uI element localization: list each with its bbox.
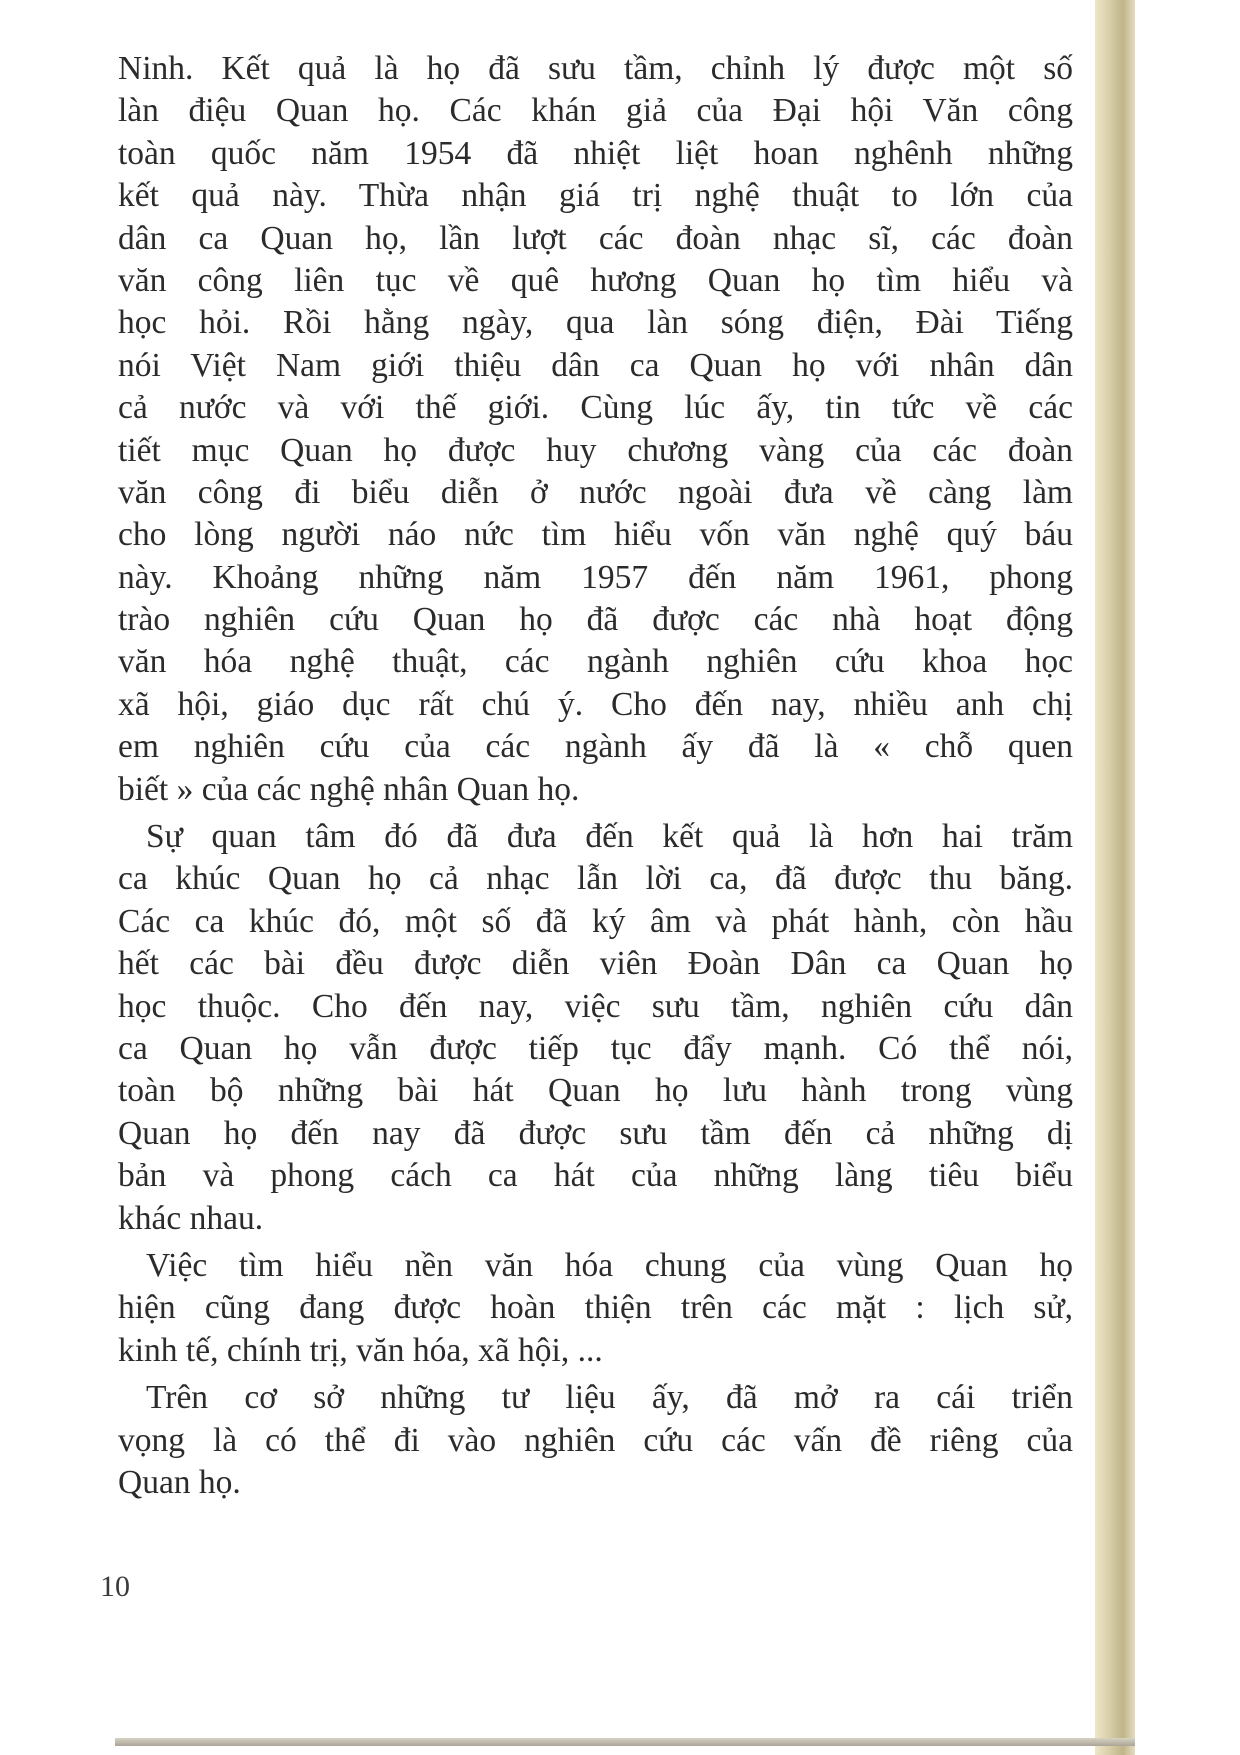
body-text (118, 48, 1073, 1504)
text-line: Việc tìm hiểu nền văn hóa chung của vùng Quan họ (146, 1246, 1073, 1284)
paragraph (118, 1245, 1073, 1372)
text-line: Sự quan tâm đó đã đưa đến kết quả là hơn hai trăm (146, 818, 1073, 856)
text-line: toàn bộ những bài hát Quan họ lưu hành trong vùng (118, 1072, 1073, 1110)
text-line: Trên cơ sở những tư liệu ấy, đã mở ra cái triển (146, 1379, 1073, 1417)
text-line: văn hóa nghệ thuật, các ngành nghiên cứu khoa học (118, 643, 1073, 681)
text-line: văn công liên tục về quê hương Quan họ tìm hiểu và (118, 261, 1073, 299)
text-line: bản và phong cách ca hát của những làng tiêu biểu (118, 1157, 1073, 1195)
text-line: hiện cũng đang được hoàn thiện trên các mặt : lịch sử, (118, 1289, 1073, 1327)
text-line: em nghiên cứu của các ngành ấy đã là « chỗ quen (118, 728, 1073, 766)
paragraph (118, 1377, 1073, 1504)
text-line: trào nghiên cứu Quan họ đã được các nhà hoạt động (118, 601, 1073, 639)
text-line: kinh tế, chính trị, văn hóa, xã hội, ... (118, 1331, 603, 1369)
text-line: kết quả này. Thừa nhận giá trị nghệ thuật to lớn của (118, 177, 1073, 215)
text-line: này. Khoảng những năm 1957 đến năm 1961, phong (118, 558, 1073, 596)
text-line: Quan họ đến nay đã được sưu tầm đến cả những dị (118, 1114, 1073, 1152)
text-line: toàn quốc năm 1954 đã nhiệt liệt hoan nghênh những (118, 134, 1073, 172)
text-line: dân ca Quan họ, lần lượt các đoàn nhạc sĩ, các đoàn (118, 219, 1073, 257)
paragraph (118, 48, 1073, 811)
page-number: 10 (100, 1570, 130, 1603)
text-line: Quan họ. (118, 1463, 241, 1501)
page-edge-shadow (1095, 0, 1135, 1755)
text-line: Các ca khúc đó, một số đã ký âm và phát hành, còn hầu (118, 902, 1073, 940)
paragraph (118, 816, 1073, 1240)
text-line: học thuộc. Cho đến nay, việc sưu tầm, nghiên cứu dân (118, 987, 1073, 1025)
text-line: cho lòng người náo nức tìm hiểu vốn văn nghệ quý báu (118, 516, 1073, 554)
text-line: vọng là có thể đi vào nghiên cứu các vấn đề riêng của (118, 1421, 1073, 1459)
text-line: học hỏi. Rồi hằng ngày, qua làn sóng điện, Đài Tiếng (118, 304, 1073, 342)
text-line: Ninh. Kết quả là họ đã sưu tầm, chỉnh lý được một số (118, 50, 1073, 87)
text-line: xã hội, giáo dục rất chú ý. Cho đến nay, nhiều anh chị (118, 685, 1073, 723)
page-bottom-edge (115, 1738, 1135, 1746)
text-line: ca khúc Quan họ cả nhạc lẫn lời ca, đã được thu băng. (118, 860, 1073, 898)
text-line: tiết mục Quan họ được huy chương vàng của các đoàn (118, 431, 1073, 469)
text-line: làn điệu Quan họ. Các khán giả của Đại hội Văn công (118, 92, 1073, 130)
text-line: cả nước và với thế giới. Cùng lúc ấy, tin tức về các (118, 389, 1073, 427)
text-line: biết » của các nghệ nhân Quan họ. (118, 770, 580, 808)
text-line: nói Việt Nam giới thiệu dân ca Quan họ với nhân dân (118, 346, 1073, 384)
text-line: ca Quan họ vẫn được tiếp tục đẩy mạnh. Có thể nói, (118, 1029, 1073, 1067)
text-line: khác nhau. (118, 1199, 264, 1237)
text-line: văn công đi biểu diễn ở nước ngoài đưa về càng làm (118, 473, 1073, 511)
text-line: hết các bài đều được diễn viên Đoàn Dân ca Quan họ (118, 945, 1073, 983)
